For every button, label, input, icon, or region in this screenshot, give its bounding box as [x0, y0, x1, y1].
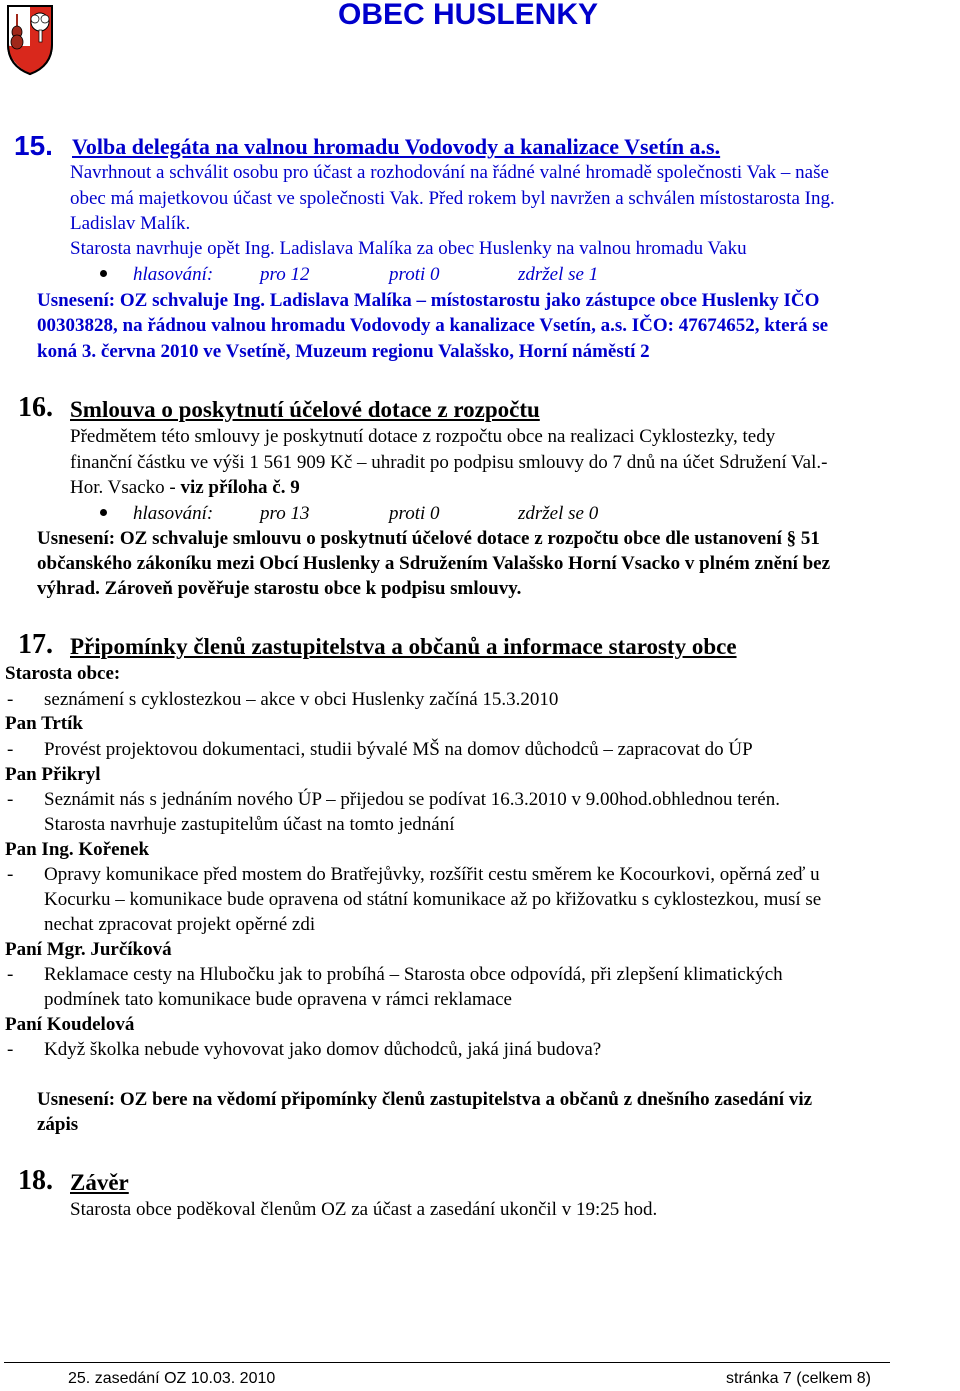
vote-label: hlasování:: [133, 503, 214, 524]
section-16-paragraph-line: Předmětem této smlouvy je poskytnutí dotace z rozpočtu obce na realizaci Cyklostezky, tedy: [70, 426, 776, 447]
list-item: Provést projektovou dokumentaci, studii bývalé MŠ na domov důchodců – zapracovat do ÚP: [44, 739, 753, 760]
resolution-line: občanského zákoníku mezi Obcí Huslenky a Sdružením Valašsko Horní Vsacko v plném znění bez: [37, 553, 831, 574]
footer-divider: [4, 1362, 890, 1363]
speaker-name: Pan Přikryl: [5, 764, 101, 785]
vote-pro: pro 13: [260, 503, 310, 524]
footer-meeting: 25. zasedání OZ 10.03. 2010: [68, 1370, 276, 1387]
page-header-title: OBEC HUSLENKY: [338, 0, 599, 31]
section-17-title: Připomínky členů zastupitelstva a občanů a informace starosty obce: [70, 634, 737, 659]
section-15-number: 15.: [14, 130, 53, 161]
resolution-line: koná 3. června 2010 ve Vsetíně, Muzeum regionu Valašsko, Horní náměstí 2: [37, 341, 650, 362]
speaker-name: Paní Koudelová: [5, 1014, 135, 1035]
speaker-name: Pan Trtík: [5, 713, 83, 734]
list-item: nechat zpracovat projekt opěrné zdi: [44, 914, 316, 935]
attachment-prefix: Hor. Vsacko -: [70, 477, 181, 498]
speaker-name: Pan Ing. Kořenek: [5, 839, 150, 860]
section-18-title: Závěr: [70, 1170, 129, 1195]
vote-label: hlasování:: [133, 264, 214, 285]
list-item: Kocurku – komunikace bude opravena od státní komunikace až po křižovatku s cyklostezkou, musí se: [44, 889, 822, 910]
section-15-paragraph-line: Ladislav Malík.: [70, 213, 191, 234]
section-17-number: 17.: [18, 629, 53, 660]
section-18-number: 18.: [18, 1165, 53, 1196]
section-15-paragraph-line: obec má majetkovou účast ve společnosti Vak. Před rokem byl navržen a schválen místostarosta Ing.: [70, 188, 835, 209]
resolution-line: 00303828, na řádnou valnou hromadu Vodovody a kanalizace Vsetín, a.s. IČO: 47674652, která se: [37, 315, 829, 336]
bullet-icon: [100, 270, 107, 277]
list-item: Když školka nebude vyhovovat jako domov důchodců, jaká jiná budova?: [44, 1039, 602, 1060]
coat-of-arms-logo: [6, 2, 54, 76]
speaker-name: Paní Mgr. Jurčíková: [5, 939, 172, 960]
resolution-line: výhrad. Zároveň pověřuje starostu obce k podpisu smlouvy.: [37, 578, 522, 599]
vote-zdrzel: zdržel se 1: [518, 264, 599, 285]
section-16-title: Smlouva o poskytnutí účelové dotace z rozpočtu: [70, 397, 540, 422]
section-16-number: 16.: [18, 392, 53, 423]
vote-proti: proti 0: [389, 264, 440, 285]
list-dash: -: [7, 689, 14, 710]
section-18-paragraph: Starosta obce poděkoval členům OZ za účast a zasedání ukončil v 19:25 hod.: [70, 1199, 658, 1220]
bullet-icon: [100, 509, 107, 516]
vote-pro: pro 12: [260, 264, 310, 285]
list-item: Opravy komunikace před mostem do Bratřejůvky, rozšířit cestu směrem ke Kocourkovi, opěrná zeď u: [44, 864, 820, 885]
resolution-line: Usnesení: OZ bere na vědomí připomínky členů zastupitelstva a občanů z dnešního zasedání viz: [37, 1089, 813, 1110]
list-item: Starosta navrhuje zastupitelům účast na tomto jednání: [44, 814, 455, 835]
resolution-line: Usnesení: OZ schvaluje smlouvu o poskytnutí účelové dotace z rozpočtu obce dle ustanovení § 51: [37, 528, 820, 549]
speaker-name: Starosta obce:: [5, 663, 121, 684]
list-dash: -: [7, 964, 14, 985]
section-15-paragraph-line: Starosta navrhuje opět Ing. Ladislava Malíka za obec Huslenky na valnou hromadu Vaku: [70, 238, 747, 259]
section-15-paragraph-line: Navrhnout a schválit osobu pro účast a rozhodování na řádné valné hromadě společnosti Vak – naše: [70, 162, 829, 183]
vote-zdrzel: zdržel se 0: [518, 503, 599, 524]
section-16-paragraph-line: finanční částku ve výši 1 561 909 Kč – uhradit po podpisu smlouvy do 7 dnů na účet Sdružení Val.-: [70, 452, 828, 473]
list-dash: -: [7, 739, 14, 760]
list-dash: -: [7, 789, 14, 810]
vote-proti: proti 0: [389, 503, 440, 524]
attachment-ref: viz příloha č. 9: [180, 477, 300, 498]
section-16-paragraph-line: [70, 475, 300, 500]
resolution-line: zápis: [37, 1114, 79, 1135]
list-item: Seznámit nás s jednáním nového ÚP – přijedou se podívat 16.3.2010 v 9.00hod.obhlednou terén.: [44, 789, 780, 810]
resolution-line: Usnesení: OZ schvaluje Ing. Ladislava Malíka – místostarostu jako zástupce obce Huslenky IČO: [37, 290, 820, 311]
footer-page-number: stránka 7 (celkem 8): [726, 1370, 871, 1387]
section-15-title: Volba delegáta na valnou hromadu Vodovody a kanalizace Vsetín a.s.: [72, 134, 721, 159]
list-dash: -: [7, 1039, 14, 1060]
list-dash: -: [7, 864, 14, 885]
list-item: podmínek tato komunikace bude opravena v rámci reklamace: [44, 989, 512, 1010]
list-item: seznámení s cyklostezkou – akce v obci Huslenky začíná 15.3.2010: [44, 689, 559, 710]
list-item: Reklamace cesty na Hlubočku jak to probíhá – Starosta obce odpovídá, při zlepšení klimatických: [44, 964, 783, 985]
